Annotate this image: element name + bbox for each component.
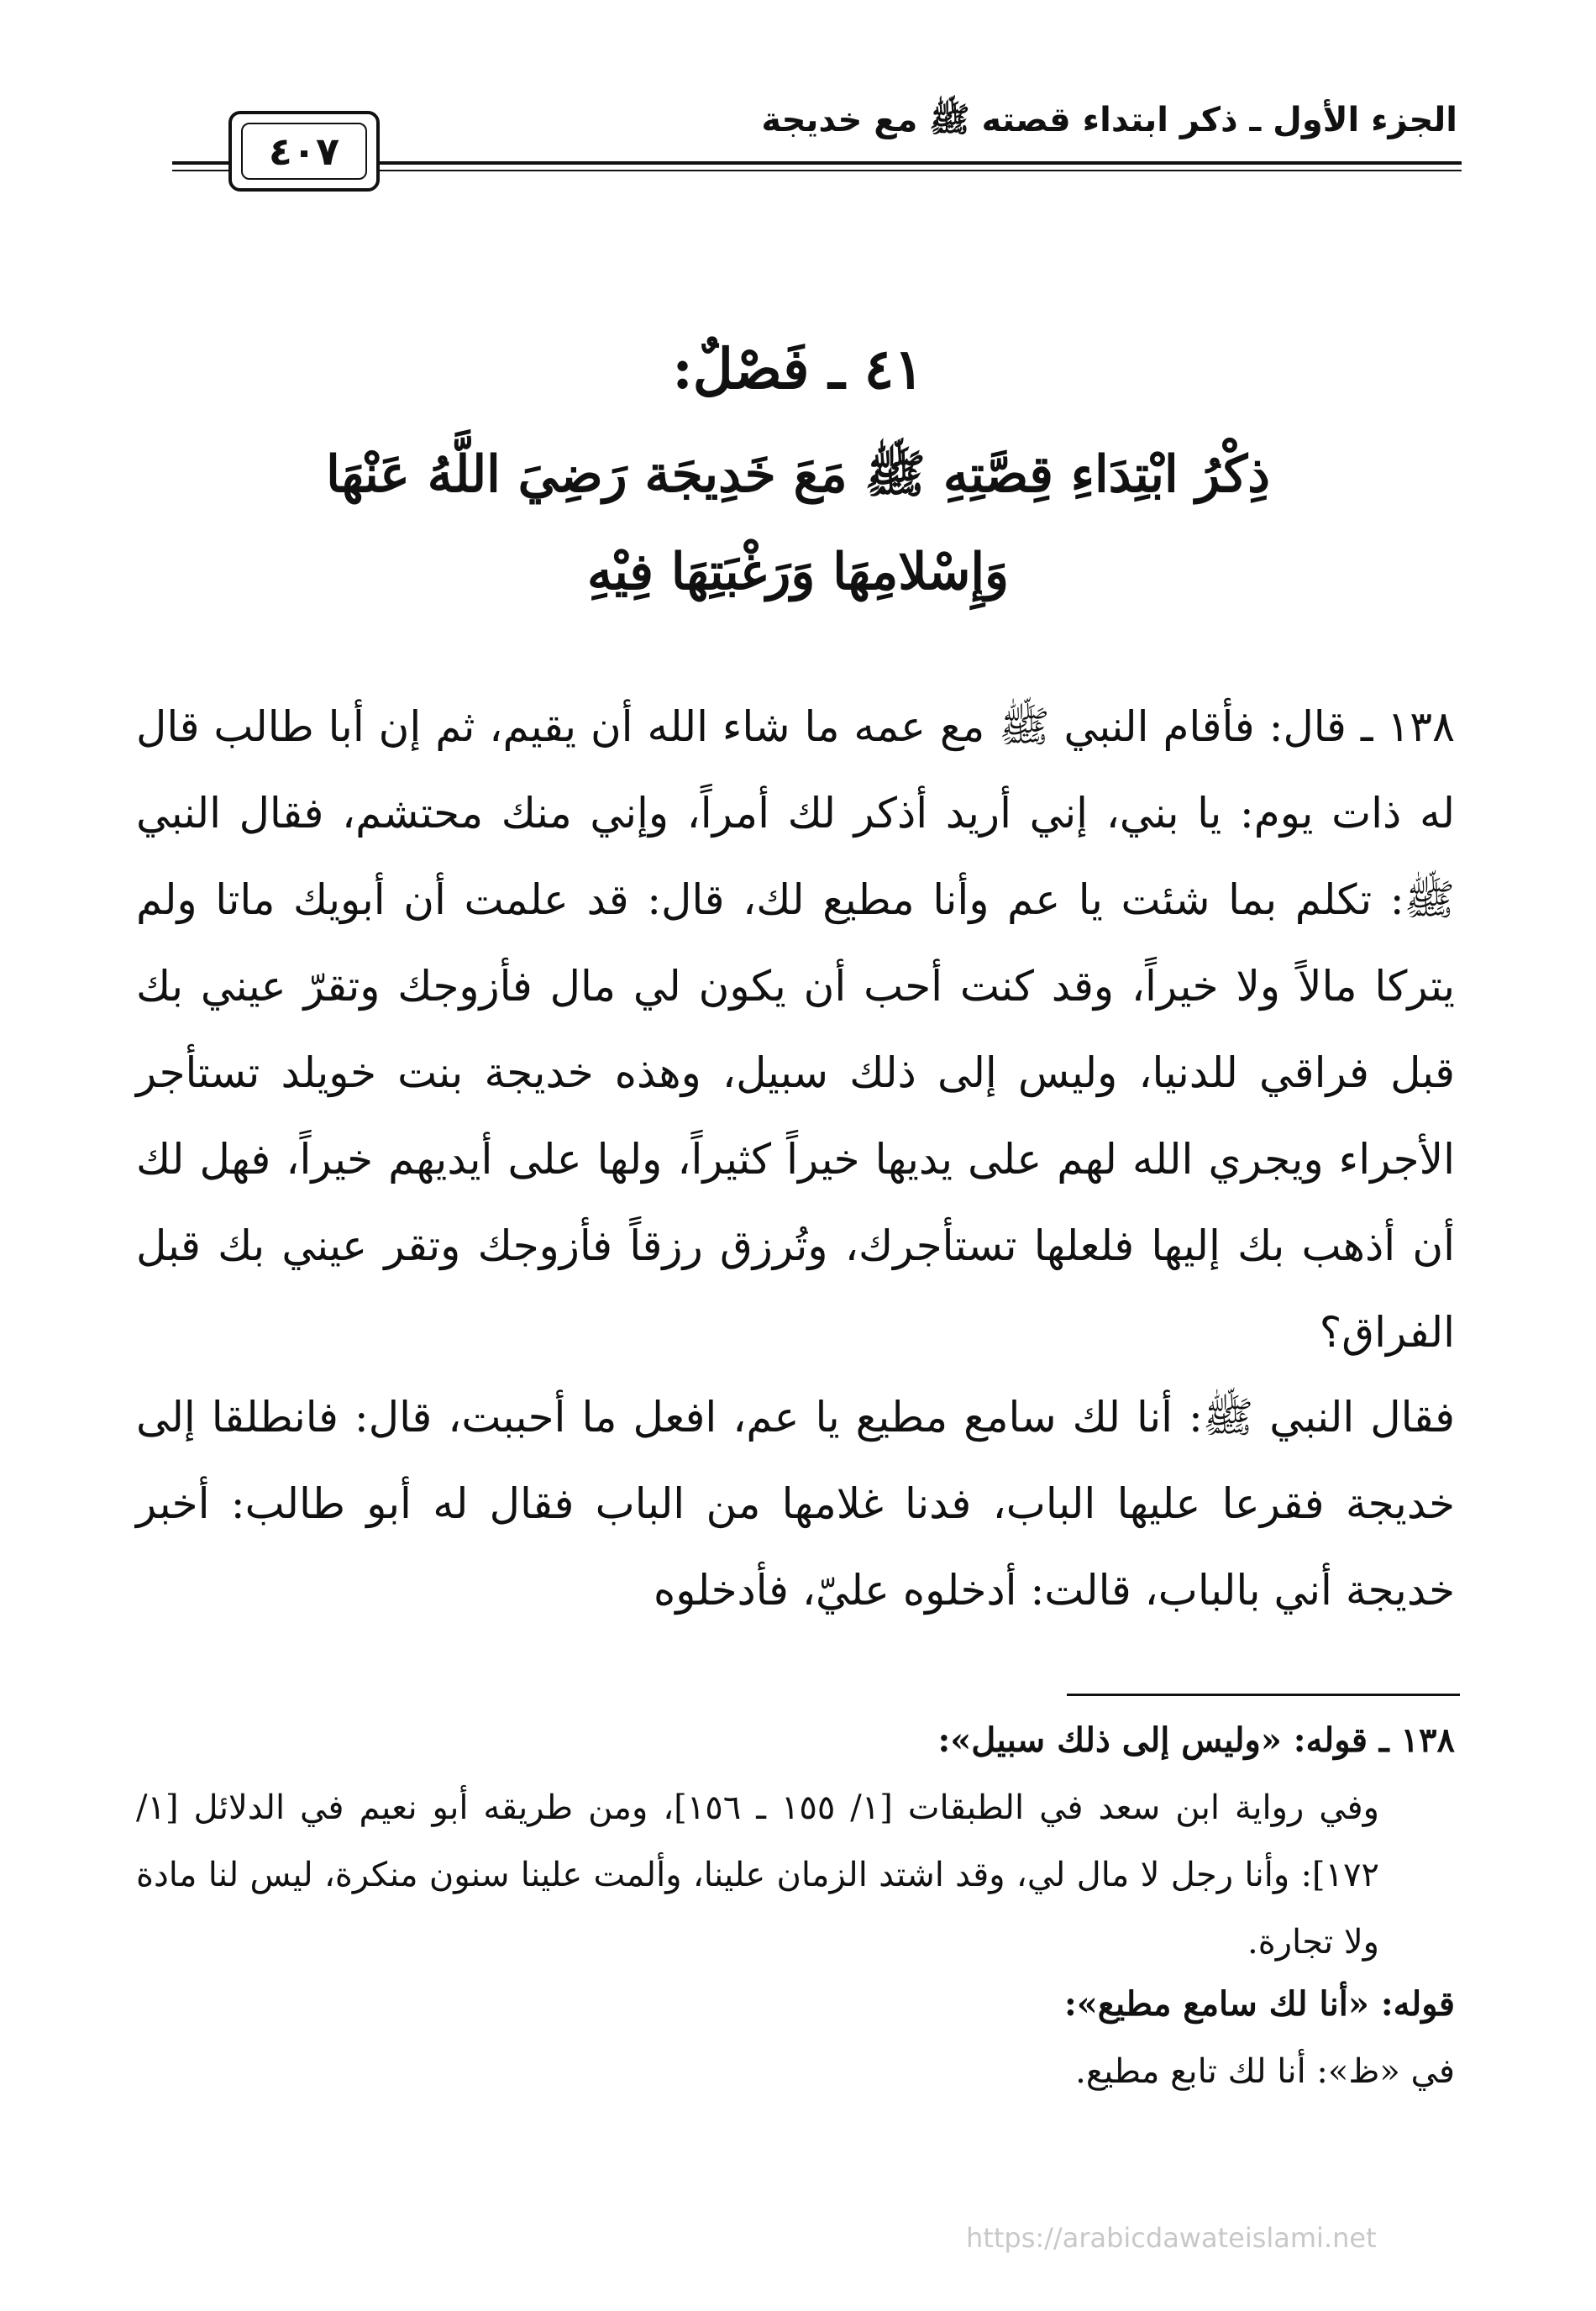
footnote-separator: [1067, 1694, 1460, 1696]
chapter-number: ٤١ ـ فَصْلٌ:: [672, 336, 924, 402]
body-paragraph-1: ١٣٨ ـ قال: فأقام النبي ﷺ مع عمه ما شاء الله أن يقيم، ثم إن أبا طالب قال له ذات يوم: يا بني، إني أريد أذكر لك أمراً، وإني منك محتشم، فقال النبي ﷺ: تكلم بما شئت يا عم وأنا مطيع لك، قال: قد علمت أن أبويك ماتا ولم يتركا مالاً ولا خيراً، وقد كنت أحب أن يكون لي مال فأزوجك وتقرّ عيني بك قبل فراقي للدنيا، وليس إلى ذلك سبيل، وهذه خديجة بنت خويلد تستأجر الأجراء ويجري الله لهم على يديها خيراً كثيراً، ولها على أيديهم خيراً، فهل لك أن أذهب بك إليها فلعلها تستأجرك، وتُرزق رزقاً فأزوجك وتقر عيني بك قبل الفراق؟: [136, 702, 1455, 1357]
running-title: الجزء الأول ـ ذكر ابتداء قصته ﷺ مع خديجة: [761, 101, 1457, 139]
footnote-2-heading: قوله: «أنا لك سامع مطيع»:: [1064, 1984, 1455, 2024]
footnote-2-text: في «ظ»: أنا لك تابع مطيع.: [1075, 2052, 1455, 2091]
body-paragraph-2: فقال النبي ﷺ: أنا لك سامع مطيع يا عم، افعل ما أحببت، قال: فانطلقا إلى خديجة فقرعا عليها الباب، فدنا غلامها من الباب فقال له أبو طالب: أخبر خديجة أني بالباب، قالت: أدخلوه عليّ، فأدخلوه: [136, 1393, 1455, 1615]
page-number: ٤٠٧: [241, 123, 367, 180]
footnote-1-text: وفي رواية ابن سعد في الطبقات [١/ ١٥٥ ـ ١٥٦]، ومن طريقه أبو نعيم في الدلائل [١/ ١٧٢]: وأنا رجل لا مال لي، وقد اشتد الزمان علينا، وألمت علينا سنون منكرة، ليس لنا مادة ولا تجارة.: [136, 1788, 1379, 1962]
footnote-1-heading: ١٣٨ ـ قوله: «وليس إلى ذلك سبيل»:: [937, 1720, 1455, 1760]
chapter-title-line1: ذِكْرُ ابْتِدَاءِ قِصَّتِهِ ﷺ مَعَ خَدِيجَة رَضِيَ اللَّهُ عَنْهَا: [326, 445, 1270, 504]
page-number-frame: [228, 111, 380, 192]
chapter-title-line2: وَإِسْلامِهَا وَرَغْبَتِهَا فِيْهِ: [586, 543, 1009, 601]
watermark-url: https://arabicdawateislami.net: [966, 2222, 1377, 2254]
